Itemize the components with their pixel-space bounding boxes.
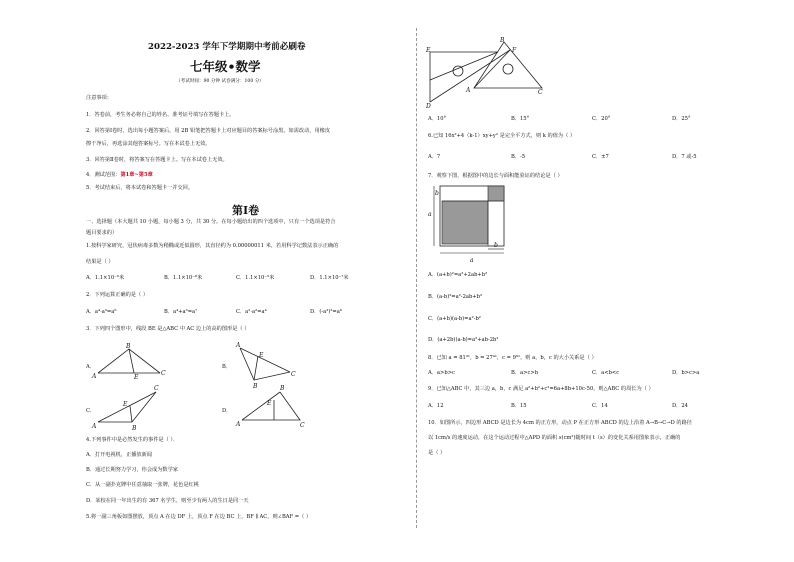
q8-option-d: D．b>c>a [672,370,700,376]
exam-meta: （考试时间：90 分钟 试卷满分：100 分） [176,79,264,84]
q1-stem: 1.按科学家研究，冠状病毒多数为稍椭或近似圆形，其直径约为 0.00000011 米，若用科学记数法表示正确的 [86,243,339,249]
q10-stem: 是（ ） [428,450,446,456]
q5-option-b: B．15° [511,116,530,122]
q1-option-a: A．1.1×10⁻⁶米 [86,275,125,281]
svg-text:E: E [123,401,128,408]
note-item: 3．回答第Ⅱ卷时，将答案写在答题卡上。写在本试卷上无效。 [86,157,228,163]
svg-text:E: E [259,352,264,359]
note-item: 5．考试结束后，将本试卷和答题卡一并交回。 [86,185,194,191]
note-item: 擦干净后，再选涂其他答案标号。写在本试卷上无效。 [86,141,211,147]
q7-stem: 7．观察下图，根据图中的边长与面积能验证的结论是（ ） [428,173,563,179]
svg-text:B: B [500,37,505,44]
svg-text:B: B [280,385,285,392]
q3-figure-d [236,385,310,430]
q8-option-b: B．a>c>b [511,370,539,376]
q3-option-c: C． [86,408,96,414]
q10-stem: 以 1cm/s 的速度运动，在这个运动过程中△APD 的面积 s(cm²)随时间 t（s）的变化关系用图象表示，正确的 [428,435,681,441]
q6-option-a: A．7 [428,154,441,160]
q7-option-b: B．(a-b)²=a²-2ab+b² [428,294,483,300]
q2-option-a: A．a⁴·a³=a⁶ [86,309,117,315]
note-item: 1．答卷前，考生务必将自己的姓名、准考证号填写在答题卡上。 [86,112,235,118]
q10-stem: 10．如图所示，四边形 ABCD 是边长为 4cm 的正方形，动点 P 在正方形 ABCD 的边上沿着 A→B→C→D 的路径 [428,420,692,426]
q8-option-a: A．a>b>c [428,370,455,376]
svg-text:C: C [154,385,159,392]
q4-option-d: D．某校在同一年出生的有 367 名学生，则至少有两人的生日是同一天 [86,498,249,504]
svg-text:C: C [161,370,166,377]
q9-option-c: C．14 [592,403,608,409]
svg-text:B: B [253,383,258,390]
q2-option-b: B．a⁴+a³=a⁷ [164,309,198,315]
q4-option-b: B．通过长期努力学习，你会成为数学家 [86,467,178,473]
svg-text:E: E [134,374,139,381]
section-title: 第Ⅰ卷 [232,204,260,217]
svg-text:B: B [126,343,131,350]
svg-text:E: E [426,47,431,54]
q2-stem: 2．下列运算正确的是（ ） [86,292,149,298]
q1-option-d: D．1.1×10⁻⁷米 [310,275,349,281]
q5-option-c: C．20° [592,116,611,122]
q8-stem: 8．已知 a = 81³¹，b = 27⁴¹，c = 9⁶¹，则 a，b，c 的大小关系是（ ） [428,355,597,361]
q9-option-d: D．24 [672,403,688,409]
svg-text:a: a [428,211,432,218]
section-intro: 题目要求的） [86,230,118,236]
svg-text:b: b [435,190,439,197]
q7-option-c: C．(a+b)(a-b)=a²-b² [428,316,481,322]
svg-text:A: A [92,423,97,430]
svg-text:A: A [466,87,471,94]
svg-text:C: C [300,422,305,429]
q5-figure [426,37,551,110]
svg-text:a: a [470,257,474,264]
q3-stem: 3．下列四个图形中，线段 BE 是△ABC 中 AC 边上的高的图形是（ ） [86,326,250,332]
q3-figure-b [232,342,297,390]
exam-subject: 七年级•数学 [190,59,261,74]
q3-figure-c [92,385,166,432]
q3-figure-a [92,343,166,381]
q5-option-d: D．25° [672,116,691,122]
svg-text:D: D [426,103,431,110]
exam-title: 2022-2023 学年下学期期中考前必刷卷 [148,42,306,52]
test-range: 第1章~第5章 [120,172,153,178]
svg-text:A: A [236,342,241,349]
q3-option-b: B． [222,364,231,370]
q7-option-a: A．(a+b)²=a²+2ab+b² [428,272,488,278]
svg-text:E: E [267,400,272,407]
q8-option-c: C．a<b<c [592,370,620,376]
svg-text:B: B [132,425,137,432]
q1-option-c: C．1.1×10⁻⁵米 [236,275,275,281]
q4-option-c: C．从一副扑克牌中任意抽取一张牌，花色是红桃 [86,482,199,488]
q9-option-b: B．15 [511,403,527,409]
note-item: 2．回答第Ⅰ卷时，选出每小题答案后，用 2B 铅笔把答题卡上对应题目的答案标号涂黑。如需改动，用橡皮 [86,128,331,134]
q4-stem: 4.下列事件中是必然发生的事件是（ ）． [86,437,179,443]
q1-stem: 结果是（ ） [86,259,114,265]
svg-text:C: C [538,89,543,96]
q2-option-c: C．a²·a²=a⁴ [236,309,267,315]
svg-text:F: F [512,47,517,54]
svg-text:C: C [291,371,296,378]
q6-option-b: B．-5 [511,154,526,160]
q5-option-a: A．10° [428,116,447,122]
svg-text:A: A [92,373,97,380]
note-item: 4．测试范围：第1章~第5章 [86,172,153,178]
svg-text:b: b [494,242,498,249]
q4-option-a: A．打开电视机，正播放新闻 [86,452,152,458]
q1-option-b: B．1.1×10⁻⁸米 [164,275,203,281]
section-intro: 一、选择题（本大题共 10 小题，每小题 3 分，共 30 分。在每小题给出的四个选项中，只有一个选项是符合 [86,219,336,225]
q2-option-d: D．(-a²)³=a⁶ [310,309,342,315]
q7-figure [428,183,512,263]
q7-option-d: D．(a+2b)(a-b)=a²+ab-2b² [428,337,499,343]
q6-stem: 6.已知 16x²+4（k-1）xy+y² 是完全平方式，则 k 的值为（ ） [428,133,576,139]
svg-text:A: A [236,421,241,428]
q9-option-a: A．12 [428,403,444,409]
q3-option-d: D． [222,408,232,414]
q3-option-a: A． [86,364,95,370]
column-divider [416,28,417,528]
q6-option-d: D．7 或-5 [672,154,697,160]
notes-heading: 注意事项： [86,95,112,101]
q6-option-c: C．±7 [592,154,609,160]
q5-stem: 5.将一副三角板如图摆放，顶点 A 在边 DF 上，顶点 F 在边 BC 上，BF ∥ AC，则∠BAF =（ ） [86,514,312,520]
q9-stem: 9．已知△ABC 中，其三边 a，b，c 满足 a²+b²+c²=6a+8b+10c-50，则△ABC 的周长为（ ） [428,386,654,392]
